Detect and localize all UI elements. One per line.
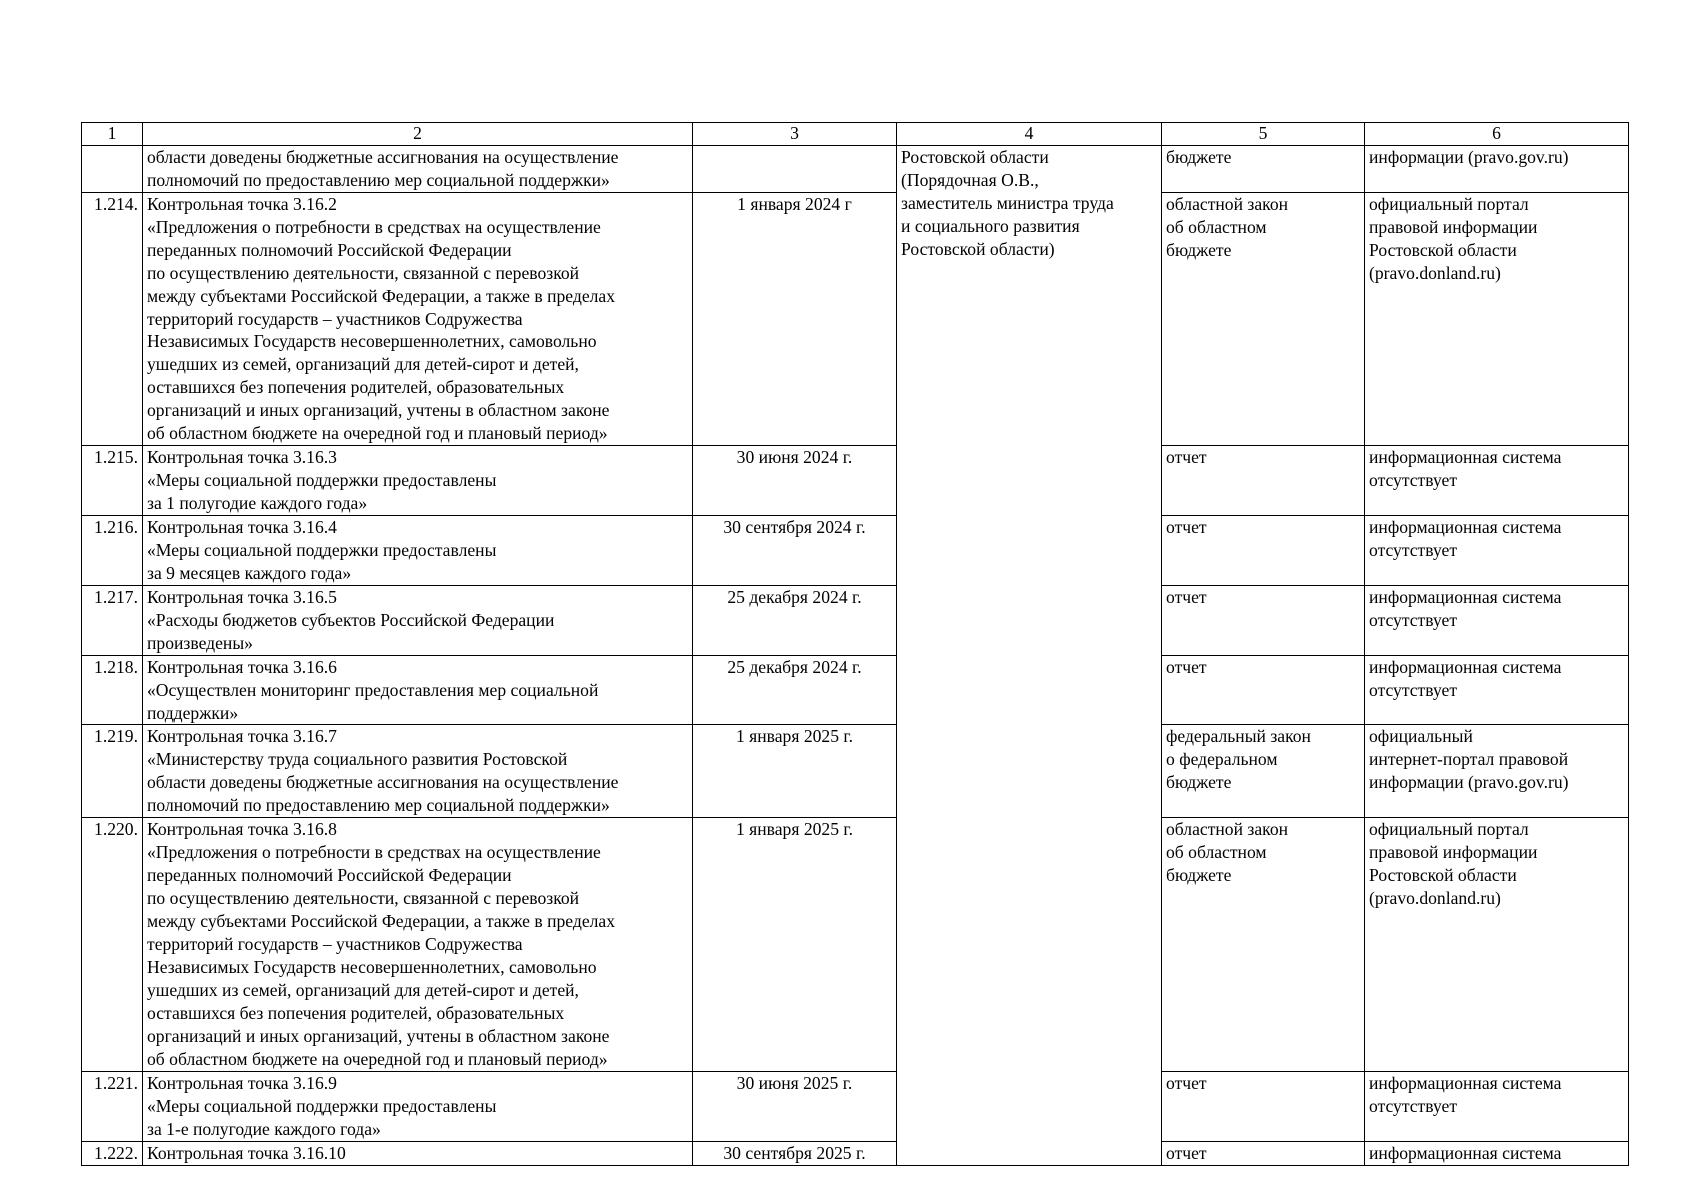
table-row (82, 725, 1629, 818)
row-description: Контрольная точка 3.16.3 «Меры социальной поддержки предоставлены за 1 полугодие каждого года» (143, 446, 693, 516)
table-row (82, 146, 1629, 193)
row-document-type: отчет (1162, 586, 1365, 656)
control-points-table (81, 122, 1629, 1166)
row-description: Контрольная точка 3.16.6 «Осуществлен мониторинг предоставления мер социальной поддержки» (143, 655, 693, 725)
row-date: 1 января 2025 г. (693, 818, 897, 1072)
row-information-source: информационная система отсутствует (1365, 1072, 1629, 1142)
row-document-type: областной закон об областном бюджете (1162, 818, 1365, 1072)
row-description: Контрольная точка 3.16.5 «Расходы бюджетов субъектов Российской Федерации произведены» (143, 586, 693, 656)
row-information-source: информационная система отсутствует (1365, 655, 1629, 725)
table-row (82, 193, 1629, 446)
table-row (82, 516, 1629, 586)
row-information-source: информации (pravo.gov.ru) (1365, 146, 1629, 193)
header-col-2: 2 (143, 123, 693, 146)
row-number (82, 146, 143, 193)
row-information-source: информационная система отсутствует (1365, 446, 1629, 516)
row-document-type: отчет (1162, 516, 1365, 586)
row-information-source: официальный портал правовой информации Ростовской области (pravo.donland.ru) (1365, 193, 1629, 446)
header-col-5: 5 (1162, 123, 1365, 146)
row-date: 1 января 2024 г (693, 193, 897, 446)
row-document-type: отчет (1162, 1142, 1365, 1166)
row-information-source: официальный интернет-портал правовой информации (pravo.gov.ru) (1365, 725, 1629, 818)
row-document-type: отчет (1162, 446, 1365, 516)
row-document-type: отчет (1162, 655, 1365, 725)
row-date: 30 сентября 2025 г. (693, 1142, 897, 1166)
row-information-source: официальный портал правовой информации Ростовской области (pravo.donland.ru) (1365, 818, 1629, 1072)
table-row (82, 446, 1629, 516)
row-date: 30 июня 2025 г. (693, 1072, 897, 1142)
row-document-type: отчет (1162, 1072, 1365, 1142)
row-date: 25 декабря 2024 г. (693, 655, 897, 725)
header-row (82, 123, 1629, 146)
row-description: области доведены бюджетные ассигнования на осуществление полномочий по предоставлению мер социальной поддержки» (143, 146, 693, 193)
row-description: Контрольная точка 3.16.9 «Меры социальной поддержки предоставлены за 1-е полугодие каждого года» (143, 1072, 693, 1142)
row-description: Контрольная точка 3.16.4 «Меры социальной поддержки предоставлены за 9 месяцев каждого года» (143, 516, 693, 586)
row-number: 1.222. (82, 1142, 143, 1166)
table-row (82, 586, 1629, 656)
row-description: Контрольная точка 3.16.8 «Предложения о потребности в средствах на осуществление переданных полномочий Российской Федерации по осуществлению деятельности, связанной с перевозкой между субъектами Российской Федерации, а также в пределах территорий государств – участников Содружества Независимых Государств несовершеннолетних, самовольно ушедших из семей, организаций для детей-сирот и детей, оставшихся без попечения родителей, образовательных организаций и иных организаций, учтены в областном законе об областном бюджете на очередной год и плановый период» (143, 818, 693, 1072)
row-date: 30 сентября 2024 г. (693, 516, 897, 586)
row-date: 25 декабря 2024 г. (693, 586, 897, 656)
row-date: 30 июня 2024 г. (693, 446, 897, 516)
table-row (82, 655, 1629, 725)
table-row (82, 1072, 1629, 1142)
row-description: Контрольная точка 3.16.2 «Предложения о потребности в средствах на осуществление переданных полномочий Российской Федерации по осуществлению деятельности, связанной с перевозкой между субъектами Российской Федерации, а также в пределах территорий государств – участников Содружества Независимых Государств несовершеннолетних, самовольно ушедших из семей, организаций для детей-сирот и детей, оставшихся без попечения родителей, образовательных организаций и иных организаций, учтены в областном законе об областном бюджете на очередной год и плановый период» (143, 193, 693, 446)
row-information-source: информационная система отсутствует (1365, 516, 1629, 586)
row-number: 1.215. (82, 446, 143, 516)
row-number: 1.221. (82, 1072, 143, 1142)
row-information-source: информационная система (1365, 1142, 1629, 1166)
table-row (82, 1142, 1629, 1166)
row-number: 1.219. (82, 725, 143, 818)
row-number: 1.216. (82, 516, 143, 586)
row-description: Контрольная точка 3.16.10 (143, 1142, 693, 1166)
responsible-executor: Ростовской области (Порядочная О.В., заместитель министра труда и социального развития Ростовской области) (897, 146, 1162, 1166)
header-col-4: 4 (897, 123, 1162, 146)
row-document-type: областной закон об областном бюджете (1162, 193, 1365, 446)
row-number: 1.217. (82, 586, 143, 656)
row-number: 1.214. (82, 193, 143, 446)
row-date (693, 146, 897, 193)
row-information-source: информационная система отсутствует (1365, 586, 1629, 656)
row-number: 1.218. (82, 655, 143, 725)
row-document-type: федеральный закон о федеральном бюджете (1162, 725, 1365, 818)
header-col-1: 1 (82, 123, 143, 146)
header-col-3: 3 (693, 123, 897, 146)
row-number: 1.220. (82, 818, 143, 1072)
header-col-6: 6 (1365, 123, 1629, 146)
row-document-type: бюджете (1162, 146, 1365, 193)
row-date: 1 января 2025 г. (693, 725, 897, 818)
row-description: Контрольная точка 3.16.7 «Министерству труда социального развития Ростовской области доведены бюджетные ассигнования на осуществление полномочий по предоставлению мер социальной поддержки» (143, 725, 693, 818)
table-row (82, 818, 1629, 1072)
